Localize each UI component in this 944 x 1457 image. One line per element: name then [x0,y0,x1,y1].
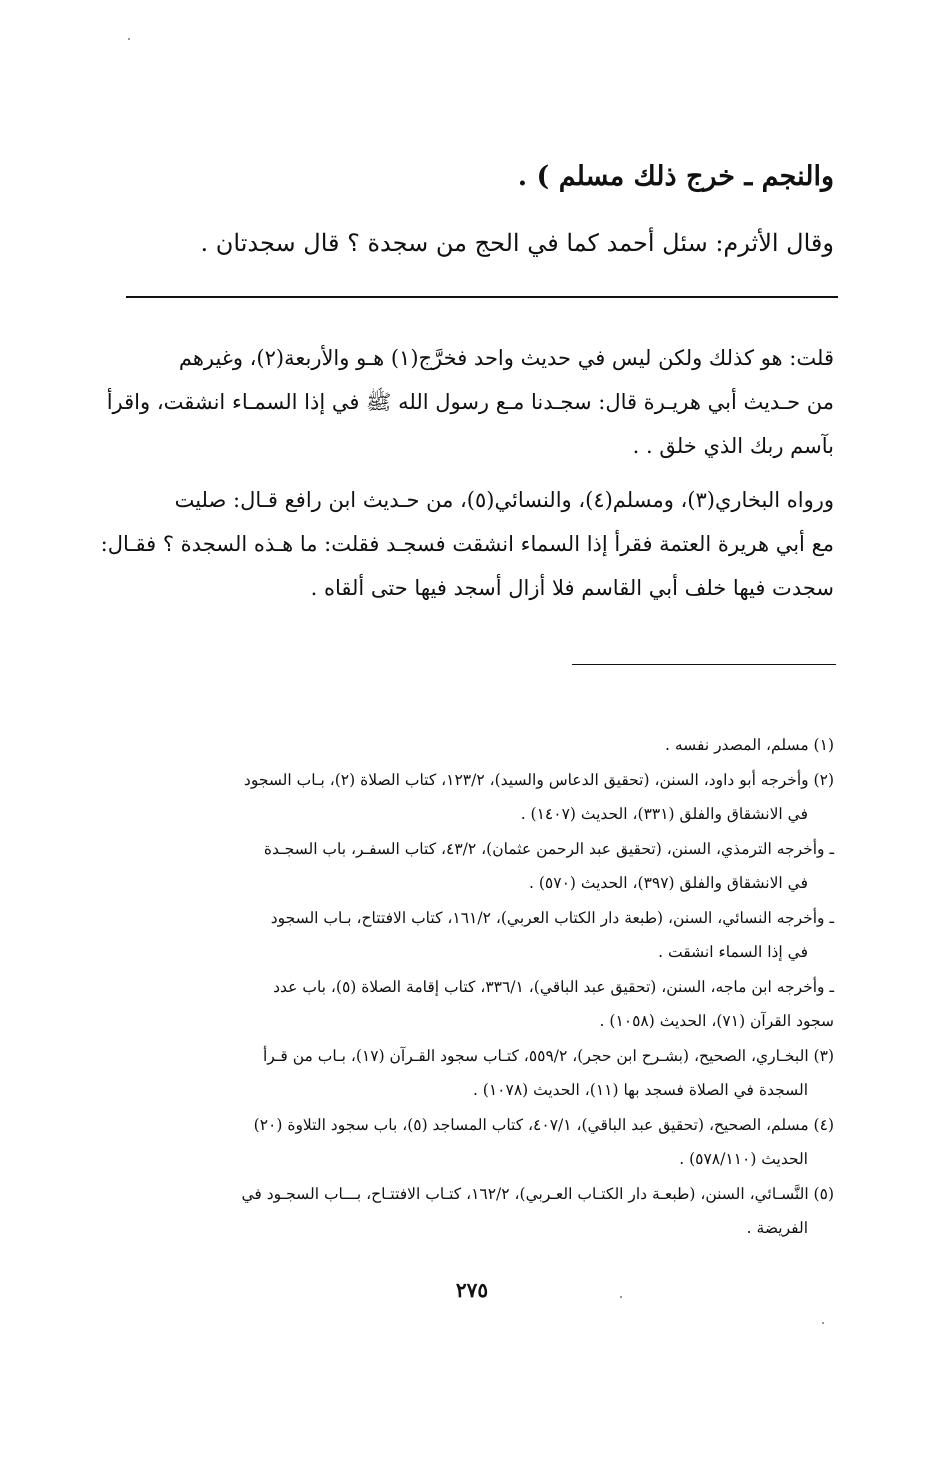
footnote-line: الحديث (٥٧٨/١١٠) . [679,1150,808,1168]
paragraph-1-line: بآسم ربك الذي خلق . . [632,434,834,458]
footnote-line: في الانشقاق والفلق (٣٣١)، الحديث (١٤٠٧) . [520,805,808,823]
footnote-line: سجود القرآن (٧١)، الحديث (١٠٥٨) . [599,1012,834,1030]
footnote-2-tirmidhi [106,832,834,901]
footnote-line: في الانشقاق والفلق (٣٩٧)، الحديث (٥٧٠) . [529,874,808,892]
paragraph-1-line: من حـديث أبي هريـرة قال: سجـدنا مـع رسول الله ﷺ في إذا السمـاء انشقت، واقرأ [106,390,834,414]
footnote-line: (٣) البخـاري، الصحيح، (بشـرح ابن حجر)، ٥٥٩/٢، كتـاب سجود القـرآن (١٧)، بـاب من قـرأ [263,1046,834,1065]
footnote-2 [106,763,834,832]
paragraph-2 [100,478,834,610]
scan-speck [128,38,130,40]
footnote-line: السجدة في الصلاة فسجد بها (١١)، الحديث (١٠٧٨) . [472,1081,808,1099]
footnote-5 [106,1177,834,1246]
scan-speck [620,1296,622,1298]
footnote-line: (٤) مسلم، الصحيح، (تحقيق عبد الباقي)، ٤٠٧/١، كتاب المساجد (٥)، باب سجود التلاوة (٢٠) [253,1115,834,1134]
quote-line-1: والنجم ـ خرج ذلك مسلم ) . [517,161,834,192]
footnote-1 [106,728,834,763]
footnote-line: ـ وأخرجه الترمذي، السنن، (تحقيق عبد الرحمن عثمان)، ٤٣/٢، كتاب السفـر، باب السجـدة [263,839,834,858]
scan-speck [822,1322,824,1324]
footnote-line: (٥) النَّسـائي، السنن، (طبعـة دار الكتـاب العـربي)، ١٦٢/٢، كتـاب الافتتـاح، بـــاب السجـود في [241,1184,834,1203]
quote-line-2: وقال الأثرم: سئل أحمد كما في الحج من سجدة ؟ قال سجدتان . [200,229,834,257]
footnote-line: ـ وأخرجه النسائي، السنن، (طبعة دار الكتاب العربي)، ١٦١/٢، كتاب الافتتاح، بـاب السجود [270,908,834,927]
footnotes [106,728,834,1246]
paragraph-2-line: ورواه البخاري(٣)، ومسلم(٤)، والنسائي(٥)، من حـديث ابن رافع قـال: صليت [174,488,834,512]
footnote-3 [106,1039,834,1108]
footnote-divider [572,664,836,665]
page-number: ٢٧٥ [455,1278,489,1302]
paragraph-1-line: قلت: هو كذلك ولكن ليس في حديث واحد فخرَّج(١) هـو والأربعة(٢)، وغيرهم [178,346,834,370]
section-divider [126,296,838,298]
paragraph-2-line: مع أبي هريرة العتمة فقرأ إذا السماء انشقت فسجـد فقلت: ما هـذه السجدة ؟ فقـال: [100,532,834,556]
footnote-line: (٢) وأخرجه أبو داود، السنن، (تحقيق الدعاس والسيد)، ١٢٣/٢، كتاب الصلاة (٢)، بـاب السجود [243,770,834,789]
footnote-line: ـ وأخرجه ابن ماجه، السنن، (تحقيق عبد الباقي)، ٣٣٦/١، كتاب إقامة الصلاة (٥)، باب عدد [273,977,834,996]
footnote-line: (١) مسلم، المصدر نفسه . [665,736,834,754]
footnote-4 [106,1108,834,1177]
paragraph-1 [104,336,834,468]
footnote-2-nasai [106,901,834,970]
footnote-2-ibn-majah [106,970,834,1039]
footnote-line: في إذا السماء انشقت . [658,943,808,961]
footnote-line: الفريضة . [746,1219,808,1237]
paragraph-2-line: سجدت فيها خلف أبي القاسم فلا أزال أسجد فيها حتى ألقاه . [310,576,834,600]
